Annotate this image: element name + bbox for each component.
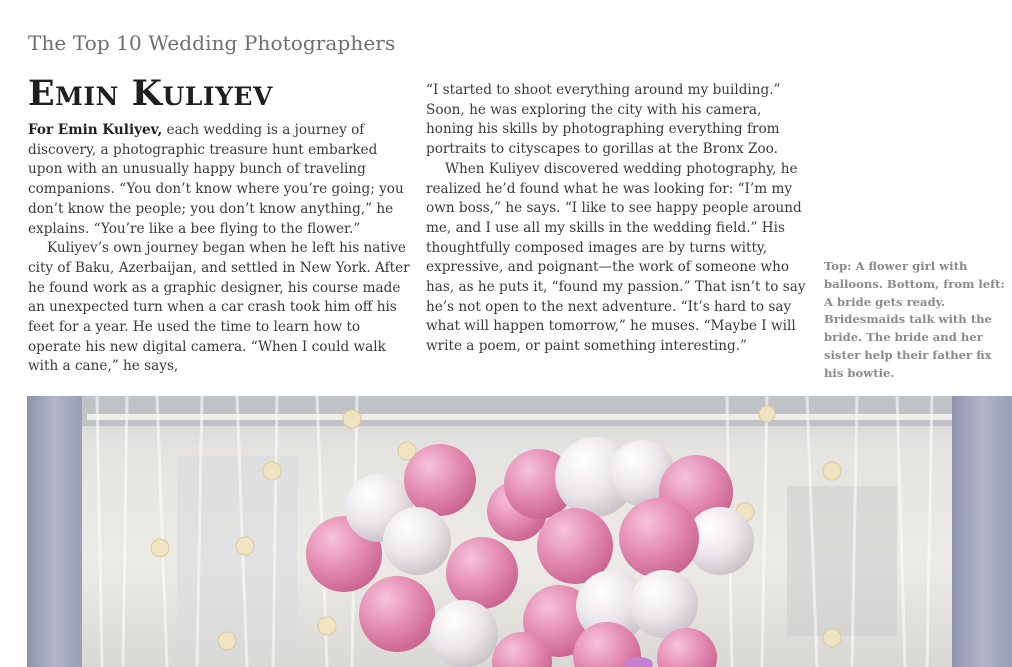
photographer-name: Emin Kuliyev [28, 73, 273, 114]
paragraph [28, 121, 410, 239]
paragraph: “I started to shoot everything around my building.” Soon, he was exploring the city with his camera, honing his skills by photographing everything from portraits to cityscapes to gorillas at the Bronx Zoo. [426, 82, 781, 158]
paragraph: Kuliyev’s own journey began when he left his native city of Baku, Azerbaijan, and settled in New York. After he found work as a graphic designer, his course made an unexpected turn when a car crash took him off his feet for a year. He used the time to learn how to operate his new digital camera. “When I could walk with a cane,” he says, [28, 240, 410, 375]
running-head: The Top 10 Wedding Photographers [28, 31, 396, 55]
lead-in: For Emin Kuliyev, [28, 122, 163, 138]
article-column-1 [28, 121, 410, 377]
balloon-photo [27, 396, 1012, 667]
paragraph-text: each wedding is a journey of discovery, a photographic treasure hunt embarked upon with an unusually happy bunch of traveling companions. “You don’t know where you’re going; you don’t know the people; you don’t know anything,” he explains. “You’re like a bee flying to the flower.” [28, 122, 404, 237]
photo-caption: Top: A flower girl with balloons. Bottom, from left: A bride gets ready. Bridesmaids talk with the bride. The bride and her sister help their father fix his bowtie. [824, 259, 1005, 380]
article-column-2 [426, 81, 808, 357]
paragraph: When Kuliyev discovered wedding photography, he realized he’d found what he was looking for: “I’m my own boss,” he says. “I like to see happy people around me, and I use all my skills in the wedding field.” His thoughtfully composed images are by turns witty, expressive, and poignant—the work of someone who has, as he puts it, “found my passion.” That isn’t to say he’s not open to the next adventure. “It’s hard to say what will happen tomorrow,” he muses. “Maybe I will write a poem, or paint something interesting.” [426, 160, 806, 355]
balloon-photo-illustration [27, 396, 1012, 667]
